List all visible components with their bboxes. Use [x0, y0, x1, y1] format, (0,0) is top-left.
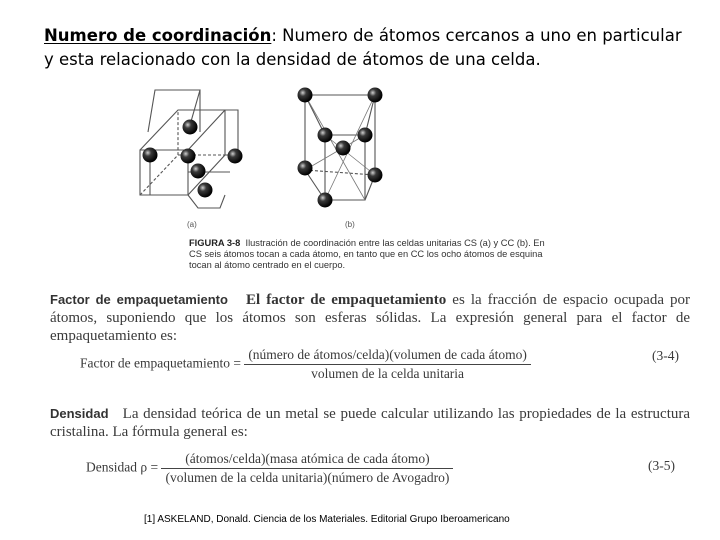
density-text: La densidad teórica de un metal se puede calcular utilizando las propiedades de la estructura cristalina. La fórmula general es: [50, 406, 691, 440]
figure-caption [189, 238, 549, 271]
density-paragraph [50, 405, 690, 441]
heading-term: Numero de coordinación [44, 26, 272, 45]
packing-paragraph [50, 291, 690, 345]
figure-label-b: (b) [345, 220, 355, 229]
packing-term: Factor de empaquetamiento [50, 292, 228, 307]
density-eq-lhs: Densidad ρ = [86, 459, 159, 475]
caption-text: Ilustración de coordinación entre las celdas unitarias CS (a) y CC (b). En CS seis átomos tocan a cada átomo, en tanto que en CC los ocho átomos de esquina tocan al átomo centrado en el cuerpo. [189, 238, 545, 270]
reference-citation: [1] ASKELAND, Donald. Ciencia de los Materiales. Editorial Grupo Iberoamericano [144, 514, 510, 525]
heading-text: : Numero de átomos cercanos a uno en particular y esta relacionado con la densidad de átomos de una celda. [44, 26, 682, 69]
slide-heading [44, 24, 684, 72]
packing-fraction [244, 347, 531, 382]
density-eq-number: (3-5) [648, 458, 675, 473]
packing-eq-denominator: volumen de la celda unitaria [311, 366, 465, 381]
packing-eq-numerator: (número de átomos/celda)(volumen de cada átomo) [244, 347, 531, 365]
caption-label: FIGURA 3-8 [189, 238, 241, 248]
packing-lead: El factor de empaquetamiento [246, 292, 447, 308]
density-eq-numerator: (átomos/celda)(masa atómica de cada átomo) [161, 451, 453, 469]
coordination-figure [120, 80, 420, 230]
density-fraction [161, 451, 453, 486]
density-eq-denominator: (volumen de la celda unitaria)(número de Avogadro) [165, 470, 450, 485]
figure-label-a: (a) [187, 220, 197, 229]
packing-eq-number: (3-4) [652, 348, 679, 363]
packing-eq-lhs: Factor de empaquetamiento = [80, 355, 241, 371]
density-term: Densidad [50, 406, 109, 421]
density-equation [86, 451, 453, 486]
packing-text: es la fracción de espacio ocupada por átomos, suponiendo que los átomos son esferas sólidas. La expresión general para el factor de empaquetamiento es: [50, 292, 691, 344]
packing-equation [80, 347, 531, 382]
